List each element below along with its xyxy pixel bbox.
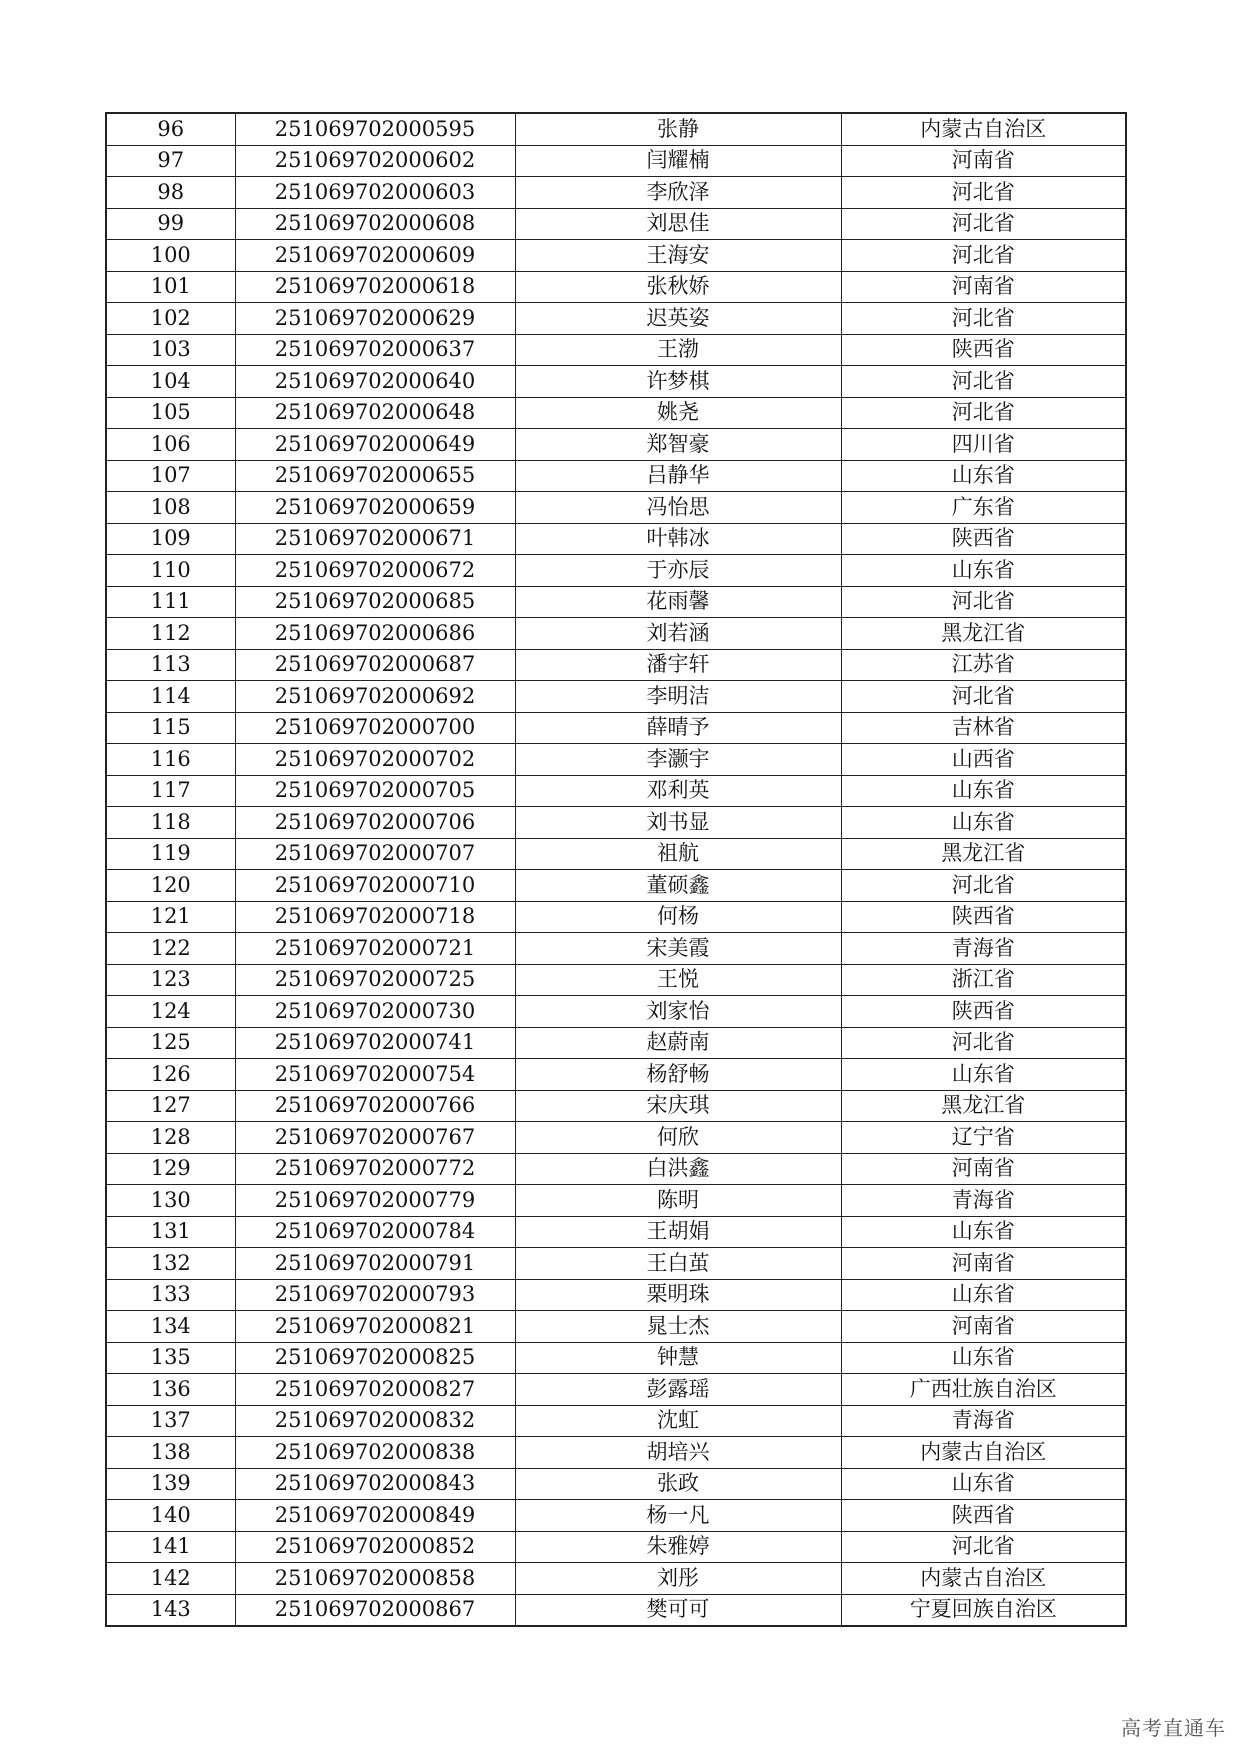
- table-row: [106, 1342, 1126, 1374]
- cell-seq: 134: [106, 1311, 235, 1343]
- cell-province: 黑龙江省: [841, 1090, 1126, 1122]
- cell-province: 广西壮族自治区: [841, 1374, 1126, 1406]
- cell-province: 河北省: [841, 366, 1126, 398]
- cell-name: 李明洁: [515, 681, 841, 713]
- cell-name: 何欣: [515, 1122, 841, 1154]
- cell-province: 陕西省: [841, 334, 1126, 366]
- table-row: [106, 1185, 1126, 1217]
- cell-candidate-id: 251069702000707: [235, 838, 515, 870]
- cell-province: 山东省: [841, 460, 1126, 492]
- cell-province: 辽宁省: [841, 1122, 1126, 1154]
- cell-candidate-id: 251069702000754: [235, 1059, 515, 1091]
- table-row: [106, 964, 1126, 996]
- cell-seq: 121: [106, 901, 235, 933]
- cell-province: 河南省: [841, 1311, 1126, 1343]
- cell-province: 青海省: [841, 1405, 1126, 1437]
- cell-name: 王胡娟: [515, 1216, 841, 1248]
- cell-name: 闫耀楠: [515, 145, 841, 177]
- cell-province: 陕西省: [841, 523, 1126, 555]
- cell-seq: 124: [106, 996, 235, 1028]
- cell-candidate-id: 251069702000825: [235, 1342, 515, 1374]
- cell-province: 陕西省: [841, 901, 1126, 933]
- cell-candidate-id: 251069702000718: [235, 901, 515, 933]
- table-row: [106, 775, 1126, 807]
- cell-province: 河南省: [841, 1153, 1126, 1185]
- cell-name: 杨舒畅: [515, 1059, 841, 1091]
- cell-name: 姚尧: [515, 397, 841, 429]
- table-row: [106, 1311, 1126, 1343]
- table-row: [106, 429, 1126, 461]
- cell-province: 山东省: [841, 1342, 1126, 1374]
- cell-candidate-id: 251069702000852: [235, 1531, 515, 1563]
- cell-candidate-id: 251069702000700: [235, 712, 515, 744]
- cell-name: 潘宇轩: [515, 649, 841, 681]
- table-row: [106, 996, 1126, 1028]
- cell-province: 青海省: [841, 933, 1126, 965]
- cell-seq: 109: [106, 523, 235, 555]
- cell-name: 于亦辰: [515, 555, 841, 587]
- cell-candidate-id: 251069702000629: [235, 303, 515, 335]
- cell-candidate-id: 251069702000706: [235, 807, 515, 839]
- cell-province: 河北省: [841, 177, 1126, 209]
- cell-candidate-id: 251069702000686: [235, 618, 515, 650]
- cell-name: 王渤: [515, 334, 841, 366]
- watermark-text: 高考直通车: [1121, 1716, 1226, 1740]
- table-row: [106, 1090, 1126, 1122]
- cell-candidate-id: 251069702000821: [235, 1311, 515, 1343]
- cell-province: 宁夏回族自治区: [841, 1594, 1126, 1626]
- cell-candidate-id: 251069702000730: [235, 996, 515, 1028]
- cell-province: 河北省: [841, 1027, 1126, 1059]
- cell-province: 浙江省: [841, 964, 1126, 996]
- cell-seq: 138: [106, 1437, 235, 1469]
- table-row: [106, 397, 1126, 429]
- table-row: [106, 1248, 1126, 1280]
- cell-candidate-id: 251069702000637: [235, 334, 515, 366]
- table-row: [106, 1563, 1126, 1595]
- cell-candidate-id: 251069702000609: [235, 240, 515, 272]
- cell-name: 朱雅婷: [515, 1531, 841, 1563]
- cell-name: 晁士杰: [515, 1311, 841, 1343]
- table-row: [106, 1027, 1126, 1059]
- cell-province: 黑龙江省: [841, 618, 1126, 650]
- cell-candidate-id: 251069702000843: [235, 1468, 515, 1500]
- table-body: [106, 113, 1126, 1626]
- cell-candidate-id: 251069702000779: [235, 1185, 515, 1217]
- cell-seq: 100: [106, 240, 235, 272]
- cell-name: 宋美霞: [515, 933, 841, 965]
- cell-candidate-id: 251069702000649: [235, 429, 515, 461]
- cell-province: 山东省: [841, 555, 1126, 587]
- cell-seq: 103: [106, 334, 235, 366]
- cell-province: 河南省: [841, 145, 1126, 177]
- cell-name: 张秋娇: [515, 271, 841, 303]
- cell-seq: 107: [106, 460, 235, 492]
- table-row: [106, 145, 1126, 177]
- cell-name: 迟英姿: [515, 303, 841, 335]
- table-row: [106, 838, 1126, 870]
- cell-seq: 129: [106, 1153, 235, 1185]
- cell-province: 河北省: [841, 208, 1126, 240]
- cell-province: 青海省: [841, 1185, 1126, 1217]
- table-row: [106, 177, 1126, 209]
- cell-candidate-id: 251069702000595: [235, 113, 515, 145]
- cell-name: 白洪鑫: [515, 1153, 841, 1185]
- cell-name: 刘若涵: [515, 618, 841, 650]
- cell-province: 山东省: [841, 1216, 1126, 1248]
- cell-name: 薛晴予: [515, 712, 841, 744]
- cell-seq: 106: [106, 429, 235, 461]
- cell-seq: 111: [106, 586, 235, 618]
- cell-seq: 116: [106, 744, 235, 776]
- table-row: [106, 1500, 1126, 1532]
- cell-seq: 114: [106, 681, 235, 713]
- cell-seq: 118: [106, 807, 235, 839]
- table-row: [106, 744, 1126, 776]
- cell-name: 董硕鑫: [515, 870, 841, 902]
- cell-name: 吕静华: [515, 460, 841, 492]
- cell-seq: 126: [106, 1059, 235, 1091]
- cell-name: 花雨馨: [515, 586, 841, 618]
- cell-candidate-id: 251069702000867: [235, 1594, 515, 1626]
- cell-name: 李欣泽: [515, 177, 841, 209]
- cell-name: 赵蔚南: [515, 1027, 841, 1059]
- cell-candidate-id: 251069702000849: [235, 1500, 515, 1532]
- cell-province: 河北省: [841, 1531, 1126, 1563]
- cell-province: 山东省: [841, 807, 1126, 839]
- cell-name: 彭露瑶: [515, 1374, 841, 1406]
- cell-name: 郑智豪: [515, 429, 841, 461]
- cell-seq: 140: [106, 1500, 235, 1532]
- cell-name: 何杨: [515, 901, 841, 933]
- cell-name: 杨一凡: [515, 1500, 841, 1532]
- cell-seq: 122: [106, 933, 235, 965]
- cell-name: 陈明: [515, 1185, 841, 1217]
- cell-name: 叶韩冰: [515, 523, 841, 555]
- cell-name: 王海安: [515, 240, 841, 272]
- cell-province: 山西省: [841, 744, 1126, 776]
- table-row: [106, 208, 1126, 240]
- cell-seq: 115: [106, 712, 235, 744]
- cell-name: 钟慧: [515, 1342, 841, 1374]
- cell-name: 王白茧: [515, 1248, 841, 1280]
- table-row: [106, 460, 1126, 492]
- table-row: [106, 712, 1126, 744]
- cell-seq: 120: [106, 870, 235, 902]
- table-row: [106, 681, 1126, 713]
- cell-province: 河北省: [841, 303, 1126, 335]
- cell-seq: 112: [106, 618, 235, 650]
- cell-candidate-id: 251069702000702: [235, 744, 515, 776]
- cell-province: 陕西省: [841, 996, 1126, 1028]
- table-row: [106, 1594, 1126, 1626]
- cell-seq: 137: [106, 1405, 235, 1437]
- cell-seq: 119: [106, 838, 235, 870]
- cell-province: 山东省: [841, 1279, 1126, 1311]
- cell-name: 冯怡思: [515, 492, 841, 524]
- table-row: [106, 492, 1126, 524]
- cell-seq: 104: [106, 366, 235, 398]
- table-row: [106, 1059, 1126, 1091]
- cell-seq: 98: [106, 177, 235, 209]
- table-row: [106, 1279, 1126, 1311]
- cell-name: 李灏宇: [515, 744, 841, 776]
- cell-candidate-id: 251069702000618: [235, 271, 515, 303]
- table-row: [106, 1531, 1126, 1563]
- table-row: [106, 618, 1126, 650]
- cell-province: 河北省: [841, 870, 1126, 902]
- table-row: [106, 240, 1126, 272]
- cell-seq: 108: [106, 492, 235, 524]
- cell-seq: 105: [106, 397, 235, 429]
- table-row: [106, 555, 1126, 587]
- cell-name: 刘家怡: [515, 996, 841, 1028]
- cell-seq: 130: [106, 1185, 235, 1217]
- cell-province: 河南省: [841, 1248, 1126, 1280]
- cell-seq: 141: [106, 1531, 235, 1563]
- cell-province: 内蒙古自治区: [841, 1563, 1126, 1595]
- cell-province: 广东省: [841, 492, 1126, 524]
- cell-candidate-id: 251069702000602: [235, 145, 515, 177]
- table-row: [106, 334, 1126, 366]
- cell-candidate-id: 251069702000772: [235, 1153, 515, 1185]
- cell-name: 张政: [515, 1468, 841, 1500]
- cell-candidate-id: 251069702000672: [235, 555, 515, 587]
- cell-candidate-id: 251069702000827: [235, 1374, 515, 1406]
- cell-candidate-id: 251069702000603: [235, 177, 515, 209]
- cell-province: 河南省: [841, 271, 1126, 303]
- table-row: [106, 586, 1126, 618]
- cell-seq: 97: [106, 145, 235, 177]
- cell-candidate-id: 251069702000832: [235, 1405, 515, 1437]
- cell-seq: 117: [106, 775, 235, 807]
- cell-seq: 127: [106, 1090, 235, 1122]
- cell-seq: 101: [106, 271, 235, 303]
- table-row: [106, 1374, 1126, 1406]
- table-row: [106, 303, 1126, 335]
- cell-candidate-id: 251069702000793: [235, 1279, 515, 1311]
- cell-seq: 136: [106, 1374, 235, 1406]
- cell-candidate-id: 251069702000784: [235, 1216, 515, 1248]
- cell-seq: 110: [106, 555, 235, 587]
- cell-candidate-id: 251069702000608: [235, 208, 515, 240]
- cell-candidate-id: 251069702000858: [235, 1563, 515, 1595]
- table-row: [106, 1437, 1126, 1469]
- cell-candidate-id: 251069702000838: [235, 1437, 515, 1469]
- table-row: [106, 933, 1126, 965]
- cell-seq: 96: [106, 113, 235, 145]
- table-row: [106, 366, 1126, 398]
- cell-province: 河北省: [841, 240, 1126, 272]
- cell-candidate-id: 251069702000687: [235, 649, 515, 681]
- table-row: [106, 523, 1126, 555]
- cell-name: 沈虹: [515, 1405, 841, 1437]
- cell-seq: 113: [106, 649, 235, 681]
- cell-name: 王悦: [515, 964, 841, 996]
- cell-province: 江苏省: [841, 649, 1126, 681]
- table-row: [106, 1405, 1126, 1437]
- cell-name: 祖航: [515, 838, 841, 870]
- table-row: [106, 901, 1126, 933]
- cell-name: 栗明珠: [515, 1279, 841, 1311]
- cell-candidate-id: 251069702000791: [235, 1248, 515, 1280]
- cell-province: 吉林省: [841, 712, 1126, 744]
- table-row: [106, 113, 1126, 145]
- cell-candidate-id: 251069702000659: [235, 492, 515, 524]
- cell-candidate-id: 251069702000741: [235, 1027, 515, 1059]
- cell-province: 山东省: [841, 775, 1126, 807]
- cell-candidate-id: 251069702000655: [235, 460, 515, 492]
- cell-province: 山东省: [841, 1059, 1126, 1091]
- cell-province: 黑龙江省: [841, 838, 1126, 870]
- table-row: [106, 1153, 1126, 1185]
- cell-province: 河北省: [841, 397, 1126, 429]
- cell-seq: 142: [106, 1563, 235, 1595]
- table-row: [106, 807, 1126, 839]
- cell-candidate-id: 251069702000685: [235, 586, 515, 618]
- cell-province: 四川省: [841, 429, 1126, 461]
- cell-seq: 132: [106, 1248, 235, 1280]
- cell-name: 樊可可: [515, 1594, 841, 1626]
- cell-candidate-id: 251069702000721: [235, 933, 515, 965]
- cell-seq: 128: [106, 1122, 235, 1154]
- cell-candidate-id: 251069702000710: [235, 870, 515, 902]
- cell-candidate-id: 251069702000766: [235, 1090, 515, 1122]
- cell-seq: 143: [106, 1594, 235, 1626]
- table-row: [106, 1216, 1126, 1248]
- cell-province: 内蒙古自治区: [841, 1437, 1126, 1469]
- cell-seq: 133: [106, 1279, 235, 1311]
- cell-candidate-id: 251069702000767: [235, 1122, 515, 1154]
- cell-candidate-id: 251069702000725: [235, 964, 515, 996]
- table-row: [106, 870, 1126, 902]
- cell-name: 刘彤: [515, 1563, 841, 1595]
- cell-province: 河北省: [841, 681, 1126, 713]
- table-row: [106, 1122, 1126, 1154]
- cell-seq: 125: [106, 1027, 235, 1059]
- cell-name: 邓利英: [515, 775, 841, 807]
- cell-province: 内蒙古自治区: [841, 113, 1126, 145]
- cell-candidate-id: 251069702000705: [235, 775, 515, 807]
- cell-candidate-id: 251069702000671: [235, 523, 515, 555]
- cell-province: 陕西省: [841, 1500, 1126, 1532]
- cell-province: 河北省: [841, 586, 1126, 618]
- cell-candidate-id: 251069702000640: [235, 366, 515, 398]
- cell-seq: 139: [106, 1468, 235, 1500]
- cell-name: 刘书显: [515, 807, 841, 839]
- table-row: [106, 271, 1126, 303]
- cell-seq: 99: [106, 208, 235, 240]
- cell-province: 山东省: [841, 1468, 1126, 1500]
- cell-seq: 123: [106, 964, 235, 996]
- cell-candidate-id: 251069702000648: [235, 397, 515, 429]
- candidate-list-table: [105, 112, 1127, 1627]
- table-row: [106, 649, 1126, 681]
- cell-name: 宋庆琪: [515, 1090, 841, 1122]
- cell-name: 张静: [515, 113, 841, 145]
- cell-name: 许梦棋: [515, 366, 841, 398]
- cell-seq: 135: [106, 1342, 235, 1374]
- cell-seq: 131: [106, 1216, 235, 1248]
- cell-seq: 102: [106, 303, 235, 335]
- cell-name: 胡培兴: [515, 1437, 841, 1469]
- cell-name: 刘思佳: [515, 208, 841, 240]
- cell-candidate-id: 251069702000692: [235, 681, 515, 713]
- table-row: [106, 1468, 1126, 1500]
